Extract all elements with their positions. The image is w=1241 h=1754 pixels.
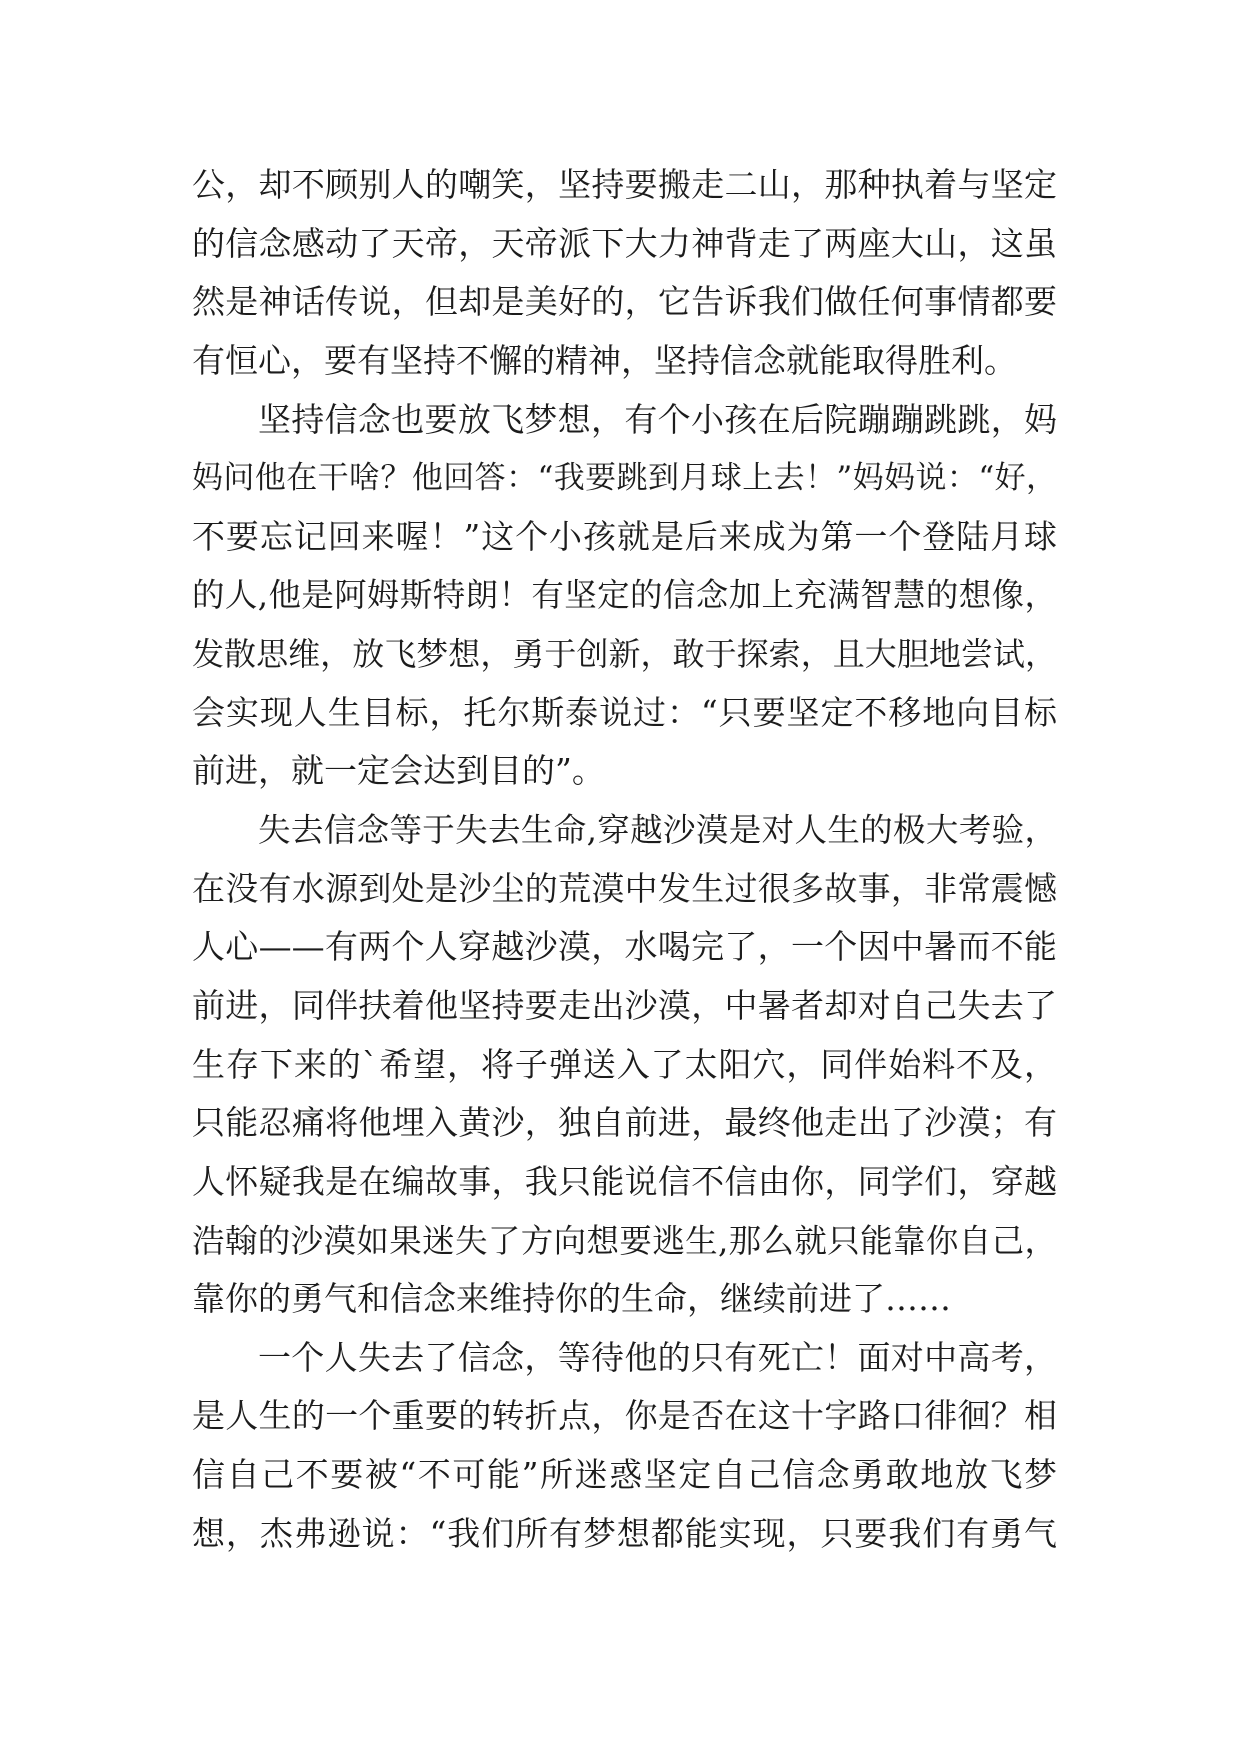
text-line: 信自己不要被“不可能”所迷惑坚定自己信念勇敢地放飞梦 — [192, 1455, 1057, 1495]
text-line: 发散思维，放飞梦想，勇于创新，敢于探索，且大胆地尝试， — [192, 635, 1057, 674]
text-line: 的信念感动了天帝，天帝派下大力神背走了两座大山，这虽 — [192, 223, 1057, 263]
text-line: 前进，就一定会达到目的”。 — [192, 751, 605, 791]
text-line: 想，杰弗逊说：“我们所有梦想都能实现，只要我们有勇气 — [192, 1513, 1057, 1553]
text-line: 会实现人生目标，托尔斯泰说过：“只要坚定不移地向目标 — [192, 692, 1057, 732]
paragraph-first-line: 失去信念等于失去生命,穿越沙漠是对人生的极大考验， — [258, 811, 1057, 850]
text-line: 的人,他是阿姆斯特朗！有坚定的信念加上充满智慧的想像， — [192, 576, 1057, 615]
text-line: 浩翰的沙漠如果迷失了方向想要逃生,那么就只能靠你自己， — [192, 1221, 1057, 1260]
text-line: 生存下来的`希望，将子弹送入了太阳穴，同伴始料不及， — [192, 1044, 1057, 1084]
text-line: 公，却不顾别人的嘲笑，坚持要搬走二山，那种执着与坚定 — [192, 165, 1057, 204]
essay-body — [192, 156, 1057, 1563]
text-line: 妈问他在干啥？他回答：“我要跳到月球上去！”妈妈说：“好， — [192, 460, 1057, 497]
text-line: 然是神话传说，但却是美好的，它告诉我们做任何事情都要 — [192, 282, 1057, 322]
paragraph-first-line: 一个人失去了信念，等待他的只有死亡！面对中高考， — [258, 1337, 1057, 1377]
text-line: 靠你的勇气和信念来维持你的生命，继续前进了…… — [192, 1279, 951, 1319]
text-line: 前进，同伴扶着他坚持要走出沙漠，中暑者却对自己失去了 — [192, 985, 1057, 1025]
text-line: 人怀疑我是在编故事，我只能说信不信由你，同学们，穿越 — [192, 1161, 1057, 1201]
text-line: 是人生的一个重要的转折点，你是否在这十字路口徘徊？相 — [192, 1396, 1057, 1436]
text-line: 只能忍痛将他埋入黄沙，独自前进，最终他走出了沙漠；有 — [192, 1103, 1057, 1143]
paragraph-first-line: 坚持信念也要放飞梦想，有个小孩在后院蹦蹦跳跳，妈 — [258, 399, 1057, 439]
text-line: 人心——有两个人穿越沙漠，水喝完了，一个因中暑而不能 — [192, 927, 1057, 967]
text-line: 在没有水源到处是沙尘的荒漠中发生过很多故事，非常震憾 — [192, 868, 1057, 908]
text-line: 不要忘记回来喔！”这个小孩就是后来成为第一个登陆月球 — [192, 516, 1057, 556]
text-line: 有恒心，要有坚持不懈的精神，坚持信念就能取得胜利。 — [192, 340, 1017, 380]
